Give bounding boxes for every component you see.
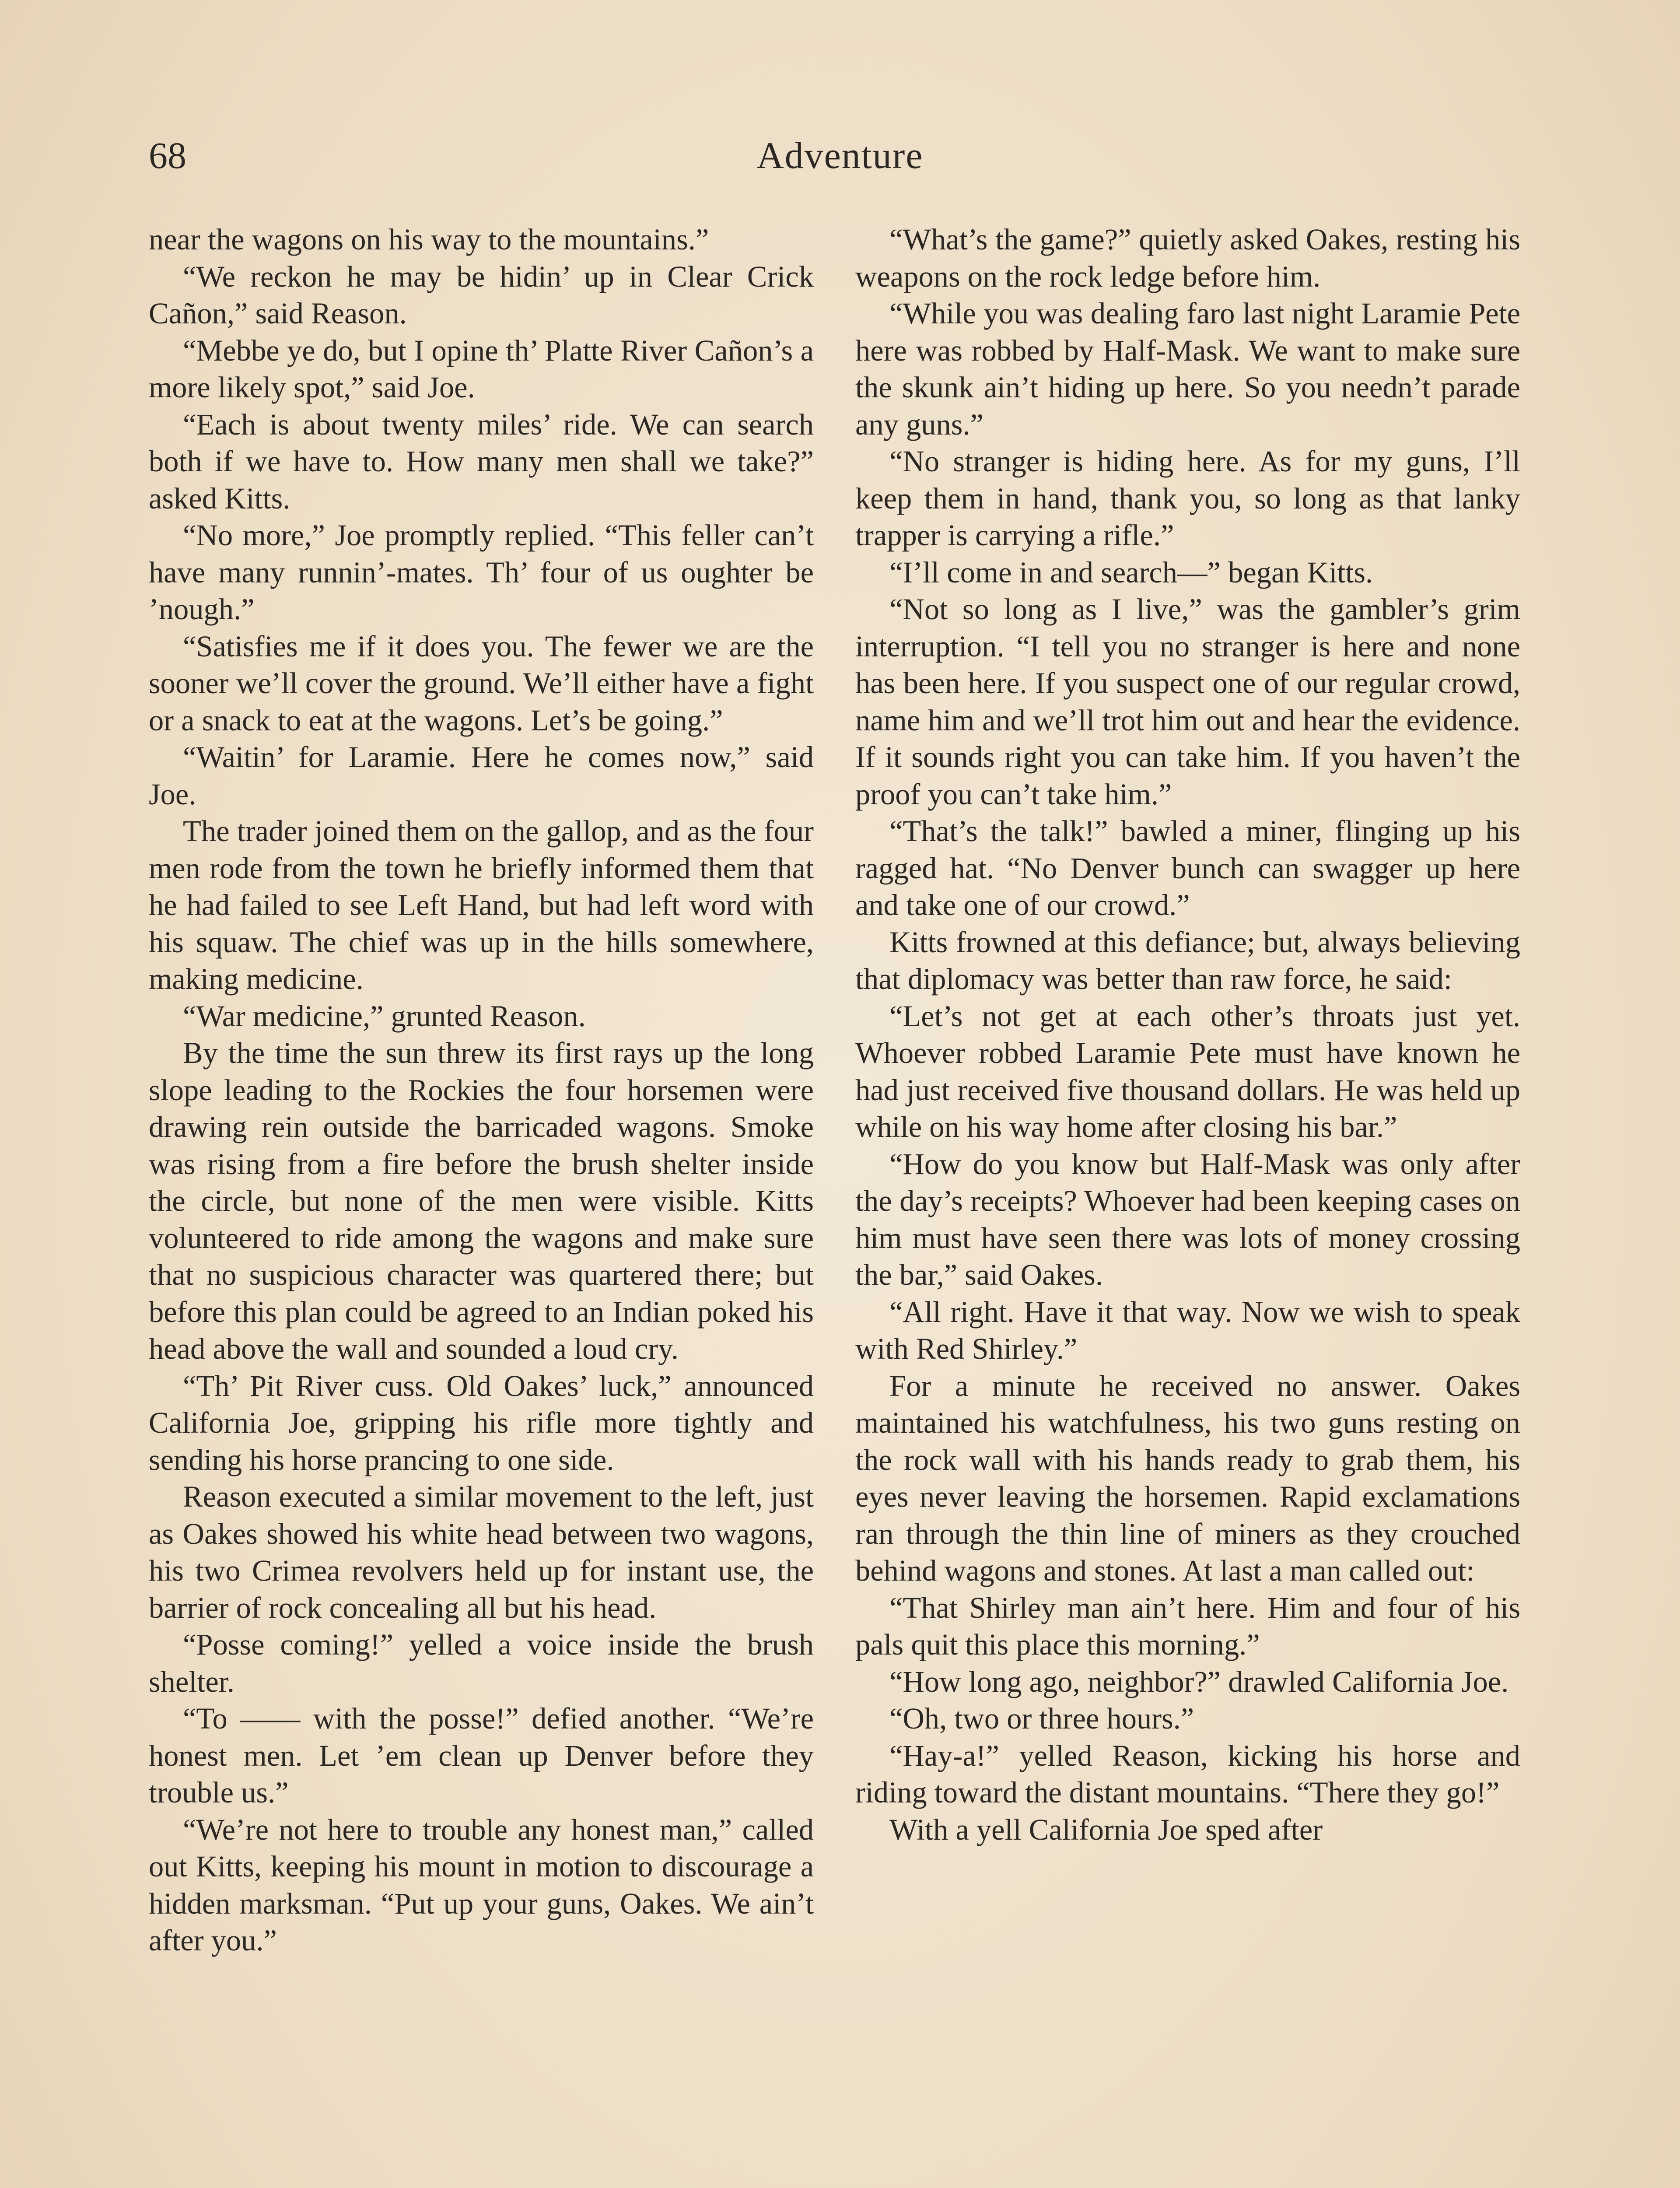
left-column	[149, 221, 814, 1959]
paragraph: For a minute he received no answer. Oakes maintained his watchfulness, his two guns resting on the rock wall with his hands ready to grab them, his eyes never leaving the horsemen. Rapid exclamations ran through the thin line of miners as they crouched behind wagons and stones. At last a man called out:	[855, 1369, 1520, 1587]
paragraph: “Posse coming!” yelled a voice inside the brush shelter.	[149, 1628, 814, 1698]
paragraph: “Hay-a!” yelled Reason, kicking his horse and riding toward the distant mountains. “There they go!”	[855, 1739, 1520, 1809]
paragraph: “While you was dealing faro last night Laramie Pete here was robbed by Half-Mask. We want to make sure the skunk ain’t hiding up here. So you needn’t parade any guns.”	[855, 297, 1520, 441]
paragraph: “Not so long as I live,” was the gambler’s grim interruption. “I tell you no stranger is here and none has been here. If you suspect one of our regular crowd, name him and we’ll trot him out and hear the evidence. If it sounds right you can take him. If you haven’t the proof you can’t take him.”	[855, 593, 1520, 811]
paragraph: “Th’ Pit River cuss. Old Oakes’ luck,” announced California Joe, gripping his rifle more tightly and sending his horse prancing to one side.	[149, 1369, 814, 1476]
paragraph: “How long ago, neighbor?” drawled California Joe.	[889, 1665, 1509, 1698]
paragraph: “We reckon he may be hidin’ up in Clear Crick Cañon,” said Reason.	[149, 259, 814, 330]
running-head: Adventure	[756, 134, 924, 176]
paragraph: “All right. Have it that way. Now we wish to speak with Red Shirley.”	[855, 1295, 1520, 1365]
paragraph: near the wagons on his way to the mountains.”	[149, 223, 709, 256]
paragraph: “To —— with the posse!” defied another. “We’re honest men. Let ’em clean up Denver before they trouble us.”	[149, 1702, 814, 1809]
paragraph: “We’re not here to trouble any honest man,” called out Kitts, keeping his mount in motion to discourage a hidden marksman. “Put up your guns, Oakes. We ain’t after you.”	[149, 1813, 814, 1957]
paragraph: “Let’s not get at each other’s throats just yet. Whoever robbed Laramie Pete must have known he had just received five thousand dollars. He was held up while on his way home after closing his bar.”	[855, 999, 1520, 1143]
paragraph: “I’ll come in and search—” began Kitts.	[889, 555, 1373, 589]
paragraph: The trader joined them on the gallop, and as the four men rode from the town he briefly informed them that he had failed to see Left Hand, but had left word with his squaw. The chief was up in the hills somewhere, making medicine.	[149, 814, 814, 996]
paragraph: By the time the sun threw its first rays up the long slope leading to the Rockies the four horsemen were drawing rein outside the barricaded wagons. Smoke was rising from a fire before the brush shelter inside the circle, but none of the men were visible. Kitts volunteered to ride among the wagons and make sure that no suspicious character was quartered there; but before this plan could be agreed to an Indian poked his head above the wall and sounded a loud cry.	[149, 1036, 814, 1365]
paragraph: “Oh, two or three hours.”	[889, 1702, 1194, 1735]
paragraph: “Satisfies me if it does you. The fewer we are the sooner we’ll cover the ground. We’ll either have a fight or a snack to eat at the wagons. Let’s be going.”	[149, 629, 814, 737]
paragraph: “That Shirley man ain’t here. Him and four of his pals quit this place this morning.”	[855, 1591, 1520, 1661]
paragraph: “That’s the talk!” bawled a miner, flinging up his ragged hat. “No Denver bunch can swagger up here and take one of our crowd.”	[855, 814, 1520, 922]
paragraph: “Waitin’ for Laramie. Here he comes now,” said Joe.	[149, 740, 814, 811]
paragraph: “Each is about twenty miles’ ride. We can search both if we have to. How many men shall we take?” asked Kitts.	[149, 407, 814, 515]
paragraph: “No stranger is hiding here. As for my guns, I’ll keep them in hand, thank you, so long as that lanky trapper is carrying a rifle.”	[855, 445, 1520, 552]
paragraph: Kitts frowned at this defiance; but, always believing that diplomacy was better than raw force, he said:	[855, 925, 1520, 996]
page-number: 68	[149, 134, 186, 176]
paragraph: “No more,” Joe promptly replied. “This feller can’t have many runnin’-mates. Th’ four of us oughter be ’nough.”	[149, 519, 814, 626]
paragraph: “What’s the game?” quietly asked Oakes, resting his weapons on the rock ledge before him.	[855, 223, 1520, 293]
paragraph: “How do you know but Half-Mask was only after the day’s receipts? Whoever had been keeping cases on him must have seen there was lots of money crossing the bar,” said Oakes.	[855, 1147, 1520, 1291]
paragraph: Reason executed a similar movement to the left, just as Oakes showed his white head between two wagons, his two Crimea revolvers held up for instant use, the barrier of rock concealing all but his head.	[149, 1480, 814, 1624]
right-column	[855, 221, 1520, 1848]
paragraph: “War medicine,” grunted Reason.	[183, 999, 586, 1033]
paragraph: “Mebbe ye do, but I opine th’ Platte River Cañon’s a more likely spot,” said Joe.	[149, 333, 814, 404]
paragraph: With a yell California Joe sped after	[889, 1813, 1323, 1846]
page-header	[149, 127, 1531, 193]
